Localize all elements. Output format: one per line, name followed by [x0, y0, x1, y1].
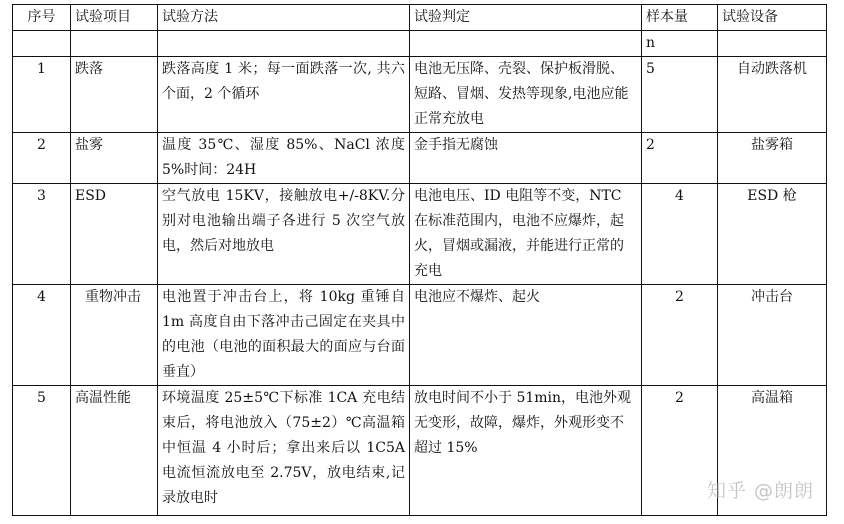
row-judgement: 电池无压降、壳裂、保护板滑脱、短路、冒烟、发热等现象,电池应能正常充放电: [410, 57, 642, 133]
test-table: [12, 4, 827, 516]
watermark: 知乎 @朗朗: [707, 480, 815, 502]
row-method: 跌落高度 1 米；每一面跌落一次, 共六个面，2 个循环: [158, 57, 410, 133]
header-method: 试验方法: [158, 5, 410, 31]
row-no: 5: [13, 386, 71, 516]
row-method: 电池置于冲击台上，将 10kg 重锤自 1m 高度自由下落冲击己固定在夹具中的电池（电池的面积最大的面应与台面垂直）: [158, 285, 410, 386]
row-item: 盐雾: [71, 133, 158, 184]
row-device: 冲击台: [718, 285, 827, 386]
row-sample: 2: [642, 133, 718, 184]
header-no: 序号: [13, 5, 71, 31]
row-method: 环境温度 25±5℃下标准 1CA 充电结束后，将电池放入（75±2）℃高温箱中恒温 4 小时后；拿出来后以 1C5A 电流恒流放电至 2.75V，放电结束,记录放电时: [158, 386, 410, 516]
row-judgement: 电池电压、ID 电阻等不变，NTC 在标准范围内，电池不应爆炸，起火，冒烟或漏液，并能进行正常的充电: [410, 184, 642, 285]
row-item: ESD: [71, 184, 158, 285]
row-judgement: 电池应不爆炸、起火: [410, 285, 642, 386]
header-subrow: [13, 31, 827, 57]
table-row: [13, 133, 827, 184]
header-blank: [71, 31, 158, 57]
row-sample: 5: [642, 57, 718, 133]
row-item: 重物冲击: [71, 285, 158, 386]
row-sample: 2: [642, 285, 718, 386]
header-judgement: 试验判定: [410, 5, 642, 31]
header-item: 试验项目: [71, 5, 158, 31]
header-row: [13, 5, 827, 31]
row-item: 跌落: [71, 57, 158, 133]
header-device: 试验设备: [718, 5, 827, 31]
row-sample: 4: [642, 184, 718, 285]
row-device: ESD 枪: [718, 184, 827, 285]
row-judgement: 金手指无腐蚀: [410, 133, 642, 184]
row-device: 盐雾箱: [718, 133, 827, 184]
row-item: 高温性能: [71, 386, 158, 516]
row-no: 3: [13, 184, 71, 285]
header-sample-unit: n: [642, 31, 718, 57]
row-device: 自动跌落机: [718, 57, 827, 133]
table-row: [13, 285, 827, 386]
row-no: 1: [13, 57, 71, 133]
table-row: [13, 386, 827, 516]
header-blank: [158, 31, 410, 57]
header-sample: 样本量: [642, 5, 718, 31]
row-sample: 2: [642, 386, 718, 516]
table-row: [13, 57, 827, 133]
row-device: 高温箱: [718, 386, 827, 516]
row-no: 4: [13, 285, 71, 386]
header-blank: [718, 31, 827, 57]
row-method: 温度 35℃、湿度 85%、NaCl 浓度 5%时间：24H: [158, 133, 410, 184]
header-blank: [410, 31, 642, 57]
row-judgement: 放电时间不小于 51min，电池外观无变形，故障，爆炸，外观形变不超过 15%: [410, 386, 642, 516]
row-no: 2: [13, 133, 71, 184]
header-blank: [13, 31, 71, 57]
table-row: [13, 184, 827, 285]
row-method: 空气放电 15KV，接触放电+/-8KV.分别对电池输出端子各进行 5 次空气放电，然后对地放电: [158, 184, 410, 285]
